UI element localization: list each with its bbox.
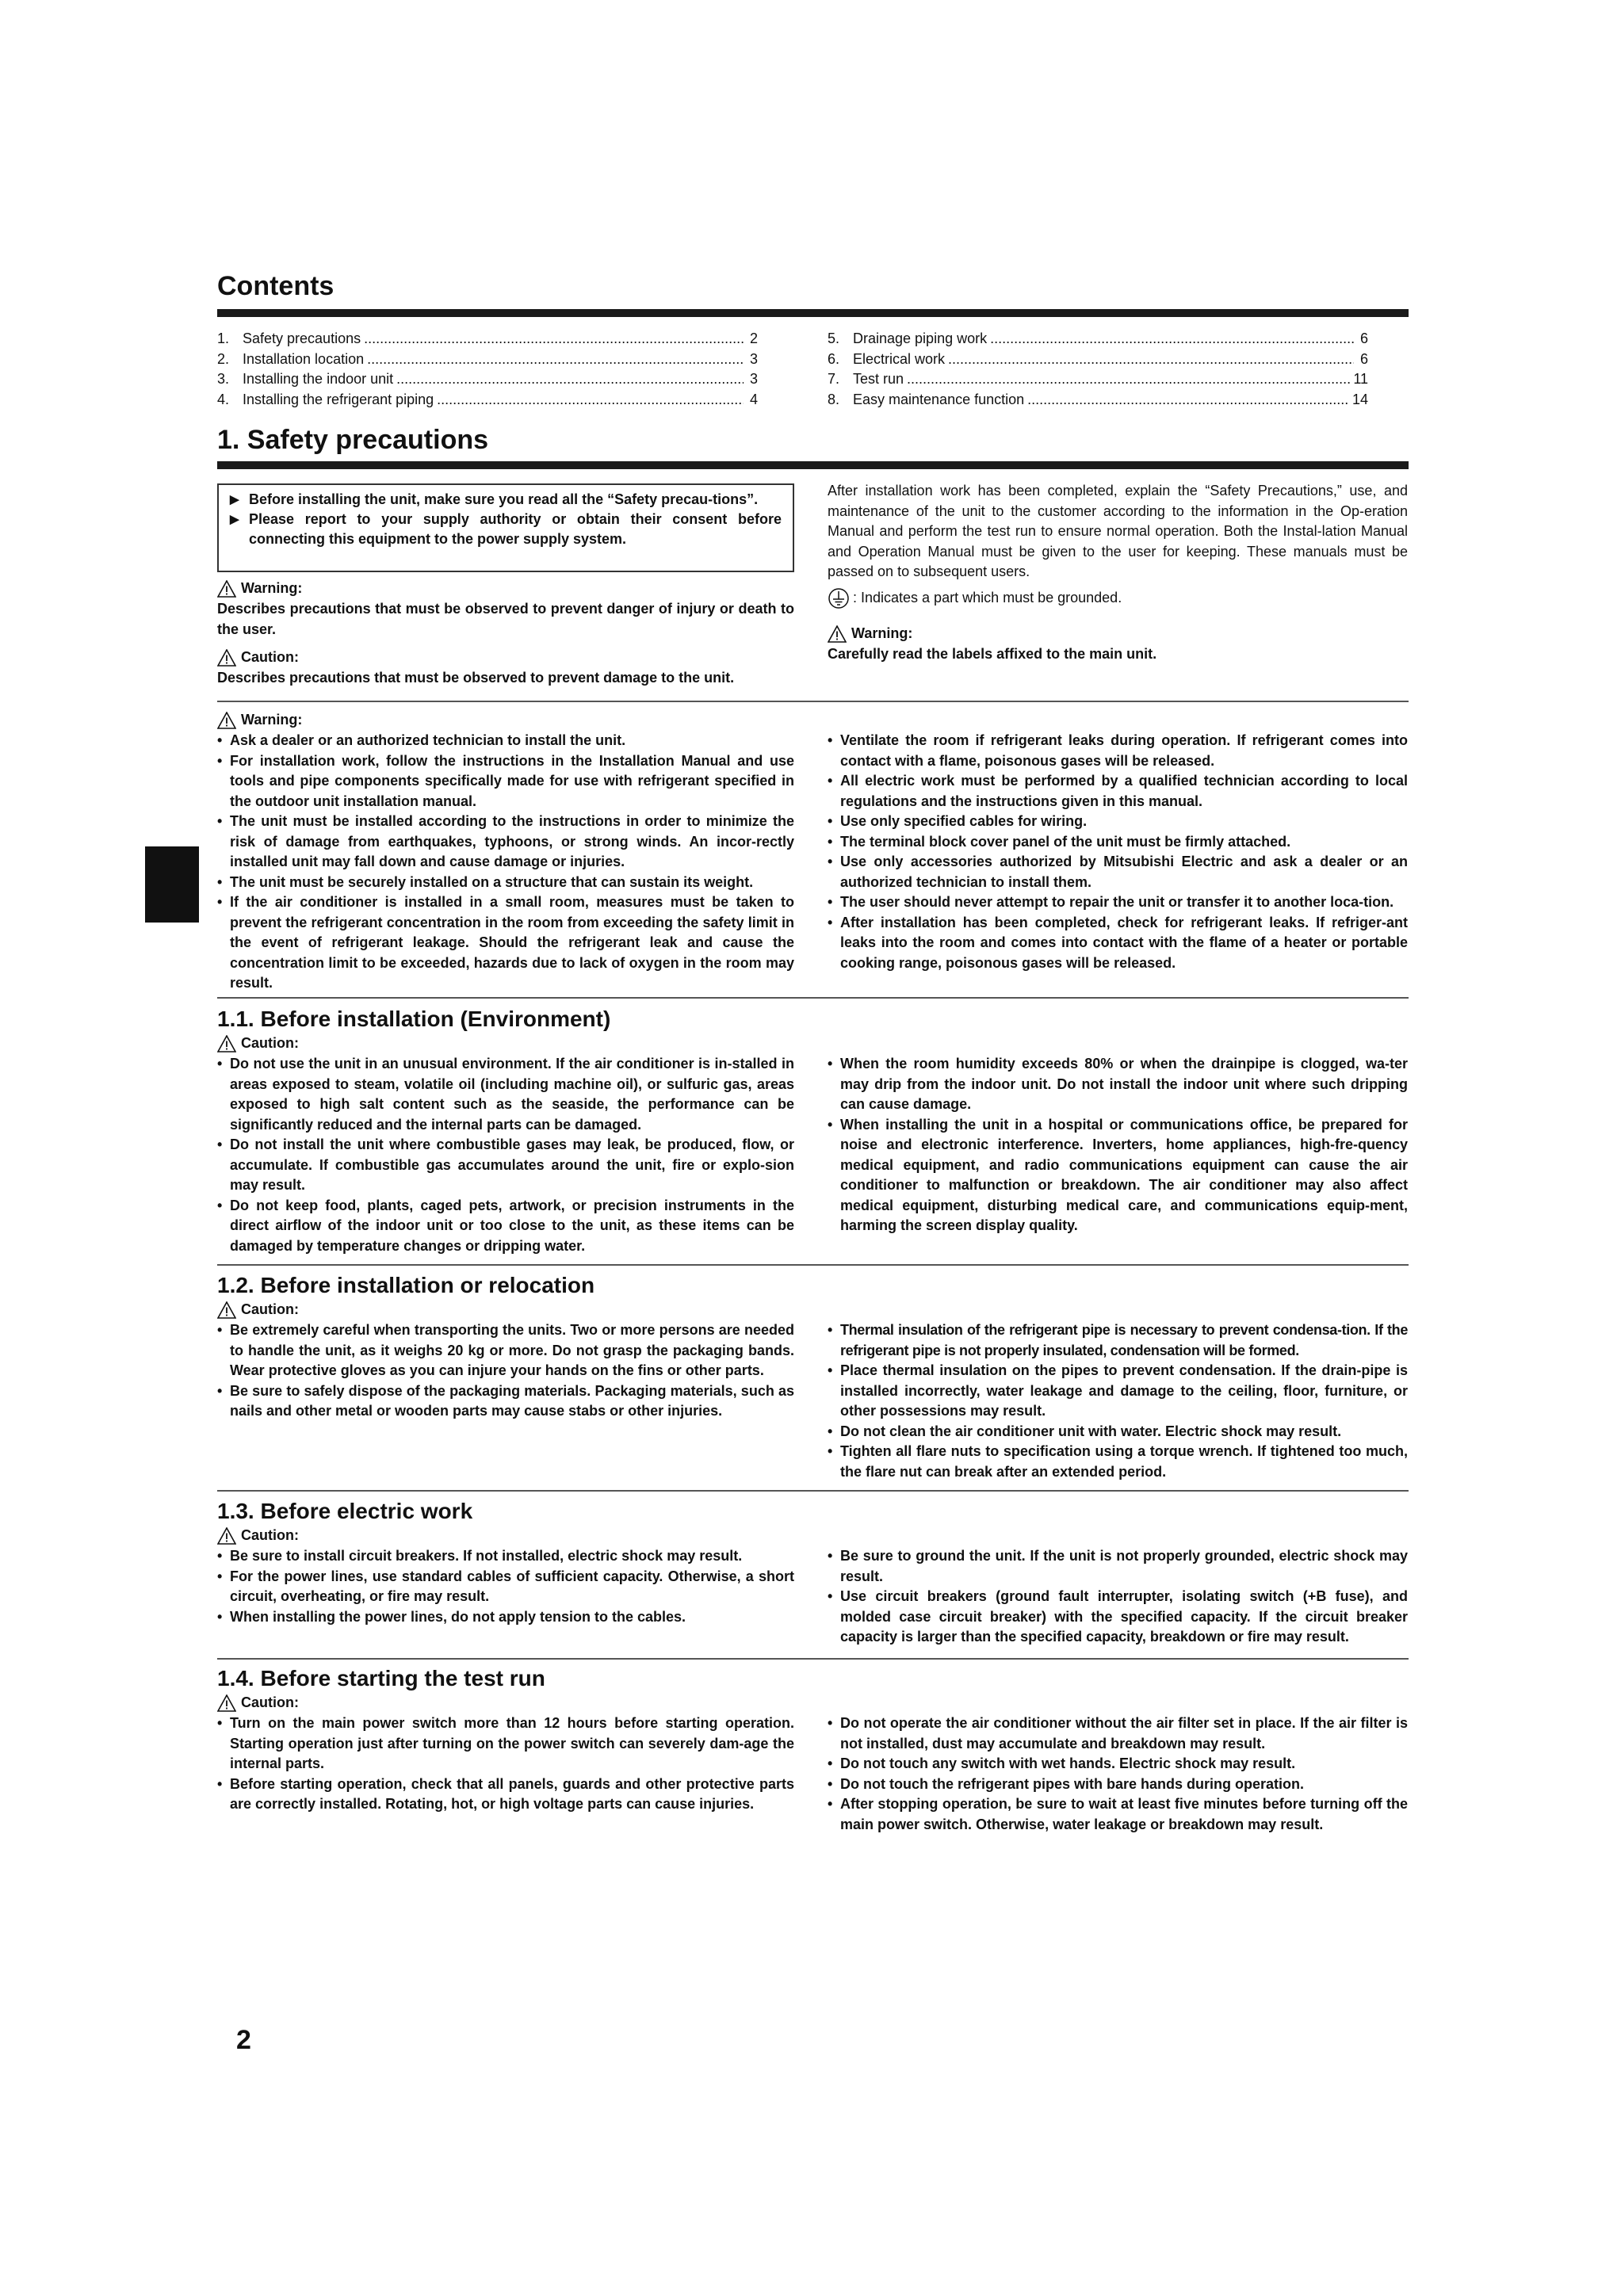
caution-triangle-icon (217, 649, 236, 667)
toc-right (828, 329, 1368, 410)
section-1-1-left: Caution: • Do not use the unit in an unusual environment. If the air conditioner is in-stalled in areas exposed to steam, volatile oil (including machine oil), or sulfuric gas, areas exposed to high salt content such as the seaside, the performance can be significantly reduced and the internal parts can be damaged. • Do not install the unit where combustible gases may leak, be produced, flow, or accumulate. If combustible gas accumulates around the unit, fire or explo-sion may result. • Do not keep food, plants, caged pets, artwork, or precision instruments in the direct airflow of the indoor unit or too close to the unit, as these items can be damaged by temperature changes or dripping water. (217, 1033, 794, 1256)
toc-item[interactable]: 6. Electrical work ..... 6 (828, 350, 1368, 370)
list-item: • Do not touch the refrigerant pipes with bare hands during operation. (828, 1775, 1408, 1795)
divider (217, 701, 1409, 702)
divider (217, 1490, 1409, 1492)
warning-triangle-icon (217, 712, 236, 729)
arrow-right-icon: ▶ (230, 493, 239, 506)
section-1-4-heading: 1.4. Before starting the test run (217, 1666, 545, 1690)
list-item: • Tighten all flare nuts to specification using a torque wrench. If tightened too much, the flare nut can break after an extended period. (828, 1442, 1408, 1482)
warnings-right (828, 731, 1408, 973)
language-tab-mark (145, 846, 199, 923)
list-item: • Do not use the unit in an unusual environment. If the air conditioner is in-stalled in areas exposed to steam, volatile oil (including machine oil), or sulfuric gas, areas exposed to high salt content such as the seaside, the performance can be significantly reduced and the internal parts can be damaged. (217, 1054, 794, 1135)
list-item: • Be extremely careful when transporting the units. Two or more persons are needed to handle the unit, as it weighs 20 kg or more. Do not grasp the packaging bands. Wear protective gloves as you can injure your hands on the fins or other parts. (217, 1320, 794, 1381)
toc-item[interactable]: 4. Installing the refrigerant piping ..... 4 (217, 390, 758, 411)
caution-triangle-icon (217, 1694, 236, 1712)
list-item: • After installation has been completed, check for refrigerant leaks. If refriger-ant leaks into the room and comes into contact with the flame of a heater or portable cooking range, poisonous gases will be released. (828, 913, 1408, 974)
section-1-2-right (828, 1320, 1408, 1482)
toc-item[interactable]: 3. Installing the indoor unit ..... 3 (217, 369, 758, 390)
section-1-4-right (828, 1713, 1408, 1835)
list-item: • Use only specified cables for wiring. (828, 812, 1408, 832)
list-item: • Do not install the unit where combustible gases may leak, be produced, flow, or accumulate. If combustible gas accumulates around the unit, fire or explo-sion may result. (217, 1135, 794, 1196)
notice-box: ▶ Before installing the unit, make sure you read all the “Safety precau-tions”. ▶ Please report to your supply authority or obtain their consent before connecting this equipment to the power supply system. (217, 483, 794, 572)
list-item: • The unit must be securely installed on a structure that can sustain its weight. (217, 873, 794, 893)
list-item: • For the power lines, use standard cables of sufficient capacity. Otherwise, a short circuit, overheating, or fire may result. (217, 1567, 794, 1607)
list-item: • Place thermal insulation on the pipes to prevent condensation. If the drain-pipe is installed incorrectly, water leakage and damage to the ceiling, floor, furniture, or other possessions may result. (828, 1361, 1408, 1422)
list-item: • Ventilate the room if refrigerant leaks during operation. If refrigerant comes into contact with a flame, poisonous gases will be released. (828, 731, 1408, 771)
caution-description: Describes precautions that must be observed to prevent damage to the unit. (217, 670, 735, 686)
list-item: • Be sure to install circuit breakers. If not installed, electric shock may result. (217, 1546, 794, 1567)
caution-triangle-icon (217, 1301, 236, 1319)
warning-description: Describes precautions that must be observed to prevent danger of injury or death to the user. (217, 601, 794, 637)
list-item: • All electric work must be performed by a qualified technician according to local regulations and the instructions given in this manual. (828, 771, 1408, 812)
section-1-2-left: Caution: • Be extremely careful when transporting the units. Two or more persons are needed to handle the unit, as it weighs 20 kg or more. Do not grasp the packaging bands. Wear protective gloves as you can injure your hands on the fins or other parts. • Be sure to safely dispose of the packaging materials. Packaging materials, such as nails and other metal or wooden parts may cause stabs or other injuries. (217, 1300, 794, 1422)
caution-triangle-icon (217, 1035, 236, 1052)
divider (217, 1264, 1409, 1266)
section-1-2-heading: 1.2. Before installation or relocation (217, 1273, 595, 1297)
list-item: • The terminal block cover panel of the unit must be firmly attached. (828, 832, 1408, 853)
divider (217, 997, 1409, 999)
contents-rule (217, 309, 1409, 317)
section-1-1-heading: 1.1. Before installation (Environment) (217, 1007, 611, 1031)
list-item: • When the room humidity exceeds 80% or when the drainpipe is clogged, wa-ter may drip from the indoor unit. Do not install the indoor unit where such dripping can cause damage. (828, 1054, 1408, 1115)
list-item: • The unit must be installed according to the instructions in order to minimize the risk of damage from earthquakes, typhoons, or strong winds. An incor-rectly installed unit may fall down and cause damage or injuries. (217, 812, 794, 873)
list-item: • Before starting operation, check that all panels, guards and other protective parts are correctly installed. Rotating, hot, or high voltage parts can cause injuries. (217, 1775, 794, 1815)
definitions-right: After installation work has been completed, explain the “Safety Precautions,” use, and maintenance of the unit to the customer according to the information in the Op-eration Manual and perform the test run to ensure normal operation. Both the Instal-lation Manual and Operation Manual must be given to the user for keeping. These manuals must be passed on to subsequent users. : Indicates a part which must be grounded. Warning: Carefully read the labels affixed to the main unit. (828, 481, 1408, 664)
list-item: • If the air conditioner is installed in a small room, measures must be taken to prevent the refrigerant concentration in the room from exceeding the safety limit in the event of refrigerant leakage. Should the refrigerant leak and cause the concentration limit to be exceeded, hazards due to lack of oxygen in the room may result. (217, 892, 794, 994)
list-item: • Use only accessories authorized by Mitsubishi Electric and ask a dealer or an authorized technician to install them. (828, 852, 1408, 892)
list-item: • Do not operate the air conditioner without the air filter set in place. If the air filter is not installed, dust may accumulate and breakdown may result. (828, 1713, 1408, 1754)
toc-item[interactable]: 2. Installation location ..... 3 (217, 350, 758, 370)
list-item: • After stopping operation, be sure to wait at least five minutes before turning off the main power switch. Otherwise, water leakage or breakdown may result. (828, 1794, 1408, 1835)
list-item: • When installing the power lines, do not apply tension to the cables. (217, 1607, 794, 1628)
warning-triangle-icon (828, 625, 847, 643)
toc-left (217, 329, 758, 410)
labels-warning-text: Carefully read the labels affixed to the main unit. (828, 645, 1157, 662)
safety-rule (217, 461, 1409, 469)
list-item: • Thermal insulation of the refrigerant pipe is necessary to prevent condensa-tion. If the refrigerant pipe is not properly insulated, condensation will be formed. (828, 1320, 1408, 1361)
section-1-3-heading: 1.3. Before electric work (217, 1499, 473, 1523)
list-item: • Do not clean the air conditioner unit with water. Electric shock may result. (828, 1422, 1408, 1442)
list-item: • Do not keep food, plants, caged pets, artwork, or precision instruments in the direct airflow of the indoor unit or too close to the unit, as these items can be damaged by temperature changes or dripping water. (217, 1196, 794, 1257)
section-1-1-right (828, 1054, 1408, 1236)
list-item: • For installation work, follow the instructions in the Installation Manual and use tools and pipe components specifically made for use with refrigerant specified in the outdoor unit installation manual. (217, 751, 794, 812)
toc-item[interactable]: 1. Safety precautions ..... 2 (217, 329, 758, 350)
warning-triangle-icon (217, 580, 236, 598)
arrow-right-icon: ▶ (230, 513, 239, 526)
after-install-text: After installation work has been completed, explain the “Safety Precautions,” use, and maintenance of the unit to the customer according to the information in the Op-eration Manual and perform the test run to ensure normal operation. Both the Instal-lation Manual and Operation Manual must be given to the user for keeping. These manuals must be passed on to subsequent users. (828, 483, 1408, 579)
ground-icon (828, 587, 850, 609)
list-item: • Ask a dealer or an authorized technician to install the unit. (217, 731, 794, 751)
safety-heading: 1. Safety precautions (217, 425, 489, 455)
warnings-left: Warning: • Ask a dealer or an authorized technician to install the unit. • For installation work, follow the instructions in the Installation Manual and use tools and pipe components specifically made for use with refrigerant specified in the outdoor unit installation manual. • The unit must be installed according to the instructions in order to minimize the risk of damage from earthquakes, typhoons, or strong winds. An incor-rectly installed unit may fall down and cause damage or injuries. • The unit must be securely installed on a structure that can sustain its weight. • If the air conditioner is installed in a small room, measures must be taken to prevent the refrigerant concentration in the room from exceeding the safety limit in the event of refrigerant leakage. Should the refrigerant leak and cause the concentration limit to be exceeded, hazards due to lack of oxygen in the room may result. (217, 710, 794, 994)
section-1-3-left: Caution: • Be sure to install circuit breakers. If not installed, electric shock may result. • For the power lines, use standard cables of sufficient capacity. Otherwise, a short circuit, overheating, or fire may result. • When installing the power lines, do not apply tension to the cables. (217, 1526, 794, 1627)
section-1-3-right (828, 1546, 1408, 1648)
page-number: 2 (236, 2025, 251, 2055)
list-item: • Be sure to ground the unit. If the unit is not properly grounded, electric shock may result. (828, 1546, 1408, 1587)
toc-item[interactable]: 7. Test run ..... 11 (828, 369, 1368, 390)
section-1-4-left: Caution: • Turn on the main power switch more than 12 hours before starting operation. Starting operation just after turning on the power switch can severely dam-age the internal parts. • Before starting operation, check that all panels, guards and other protective parts are correctly installed. Rotating, hot, or high voltage parts can cause injuries. (217, 1693, 794, 1815)
list-item: • The user should never attempt to repair the unit or transfer it to another loca-tion. (828, 892, 1408, 913)
list-item: • When installing the unit in a hospital or communications office, be prepared for noise and electronic interference. Inverters, home appliances, high-fre-quency medical equipment, and radio communications equipment can cause the air conditioner to malfunction or breakdown. The air conditioner may also affect medical equipment, disturbing medical care, and communications equip-ment, harming the screen display quality. (828, 1115, 1408, 1236)
list-item: • Do not touch any switch with wet hands. Electric shock may result. (828, 1754, 1408, 1775)
contents-heading: Contents (217, 271, 335, 301)
divider (217, 1658, 1409, 1660)
list-item: • Be sure to safely dispose of the packaging materials. Packaging materials, such as nails and other metal or wooden parts may cause stabs or other injuries. (217, 1381, 794, 1422)
definitions-left: Warning: Describes precautions that must be observed to prevent danger of injury or death to the user. Caution: Describes precautions that must be observed to prevent damage to the unit. (217, 579, 794, 689)
caution-triangle-icon (217, 1527, 236, 1545)
toc-item[interactable]: 5. Drainage piping work ..... 6 (828, 329, 1368, 350)
list-item: • Use circuit breakers (ground fault interrupter, isolating switch (+B fuse), and molded case circuit breaker) with the specified capacity. If the circuit breaker capacity is larger than the specified capacity, breakdown or fire may result. (828, 1587, 1408, 1648)
list-item: • Turn on the main power switch more than 12 hours before starting operation. Starting operation just after turning on the power switch can severely dam-age the internal parts. (217, 1713, 794, 1775)
toc-item[interactable]: 8. Easy maintenance function ..... 14 (828, 390, 1368, 411)
ground-text: : Indicates a part which must be grounded. (853, 589, 1122, 606)
